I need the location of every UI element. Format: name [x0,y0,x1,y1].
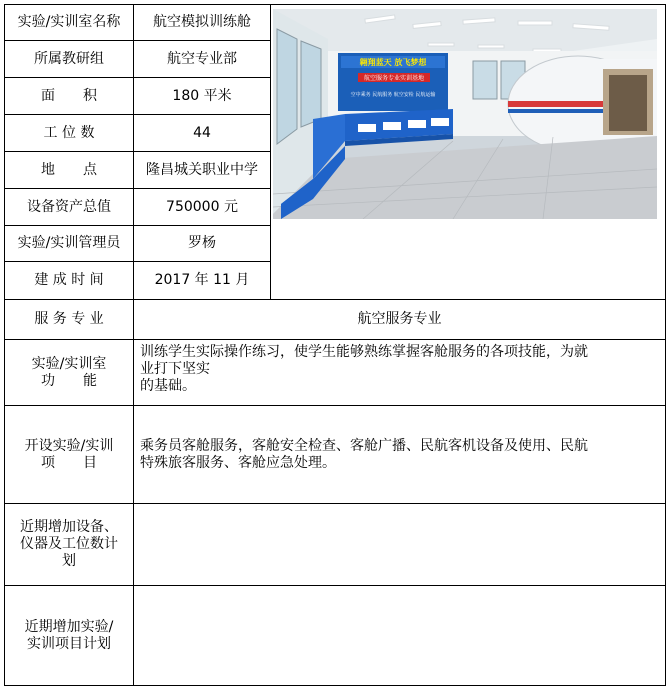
label-function-line2: 功 能 [41,372,97,389]
label-projects [5,406,134,504]
label-function-line1: 实验/实训室 [31,355,107,372]
value-project-plan [134,586,666,686]
banner-caption: 空中乘务 民航服务 航空安检 民航运输 [350,92,436,98]
banner-title: 翱翔蓝天 放飞梦想 [359,58,427,67]
value-assets: 750000 元 [134,189,271,226]
value-department: 航空专业部 [134,41,271,78]
banner-subtitle: 航空服务专业实训基地 [363,75,425,82]
label-projects-line2: 项 目 [41,454,97,471]
label-equipment-plan-line2: 仪器及工位数计 [20,536,118,552]
function-text-line1: 训练学生实际操作练习，使学生能够熟练掌握客舱服务的各项技能，为就 [140,344,588,360]
function-text-line2: 业打下坚实 [140,361,210,377]
projects-text-line1: 乘务员客舱服务，客舱安全检查、客舱广播、民航客机设备及使用、民航 [140,437,588,454]
row-lab-name [5,5,666,41]
label-function [5,340,134,406]
value-lab-name: 航空模拟训练舱 [134,5,271,41]
value-major: 航空服务专业 [134,300,666,340]
lab-info-sheet [4,4,665,690]
value-manager: 罗杨 [134,226,271,262]
row-major [5,300,666,340]
label-location: 地 点 [5,152,134,189]
label-manager: 实验/实训管理员 [5,226,134,262]
value-equipment-plan [134,504,666,586]
label-assets: 设备资产总值 [5,189,134,226]
label-lab-name: 实验/实训室名称 [5,5,134,41]
lab-photo-illustration [273,9,657,219]
label-project-plan-line2: 实训项目计划 [27,635,111,652]
lab-photo-cell [271,5,666,300]
lab-photo [273,9,657,219]
label-project-plan [5,586,134,686]
label-stations: 工 位 数 [5,115,134,152]
row-projects [5,406,666,504]
label-equipment-plan-line3: 划 [62,553,76,569]
label-equipment-plan-line1: 近期增加设备、 [20,519,118,535]
label-projects-line1: 开设实验/实训 [24,437,114,454]
value-projects [134,406,666,504]
row-project-plan [5,586,666,686]
value-function [134,340,666,406]
label-project-plan-line1: 近期增加实验/ [24,618,114,635]
label-department: 所属教研组 [5,41,134,78]
projects-text-line2: 特殊旅客服务、客舱应急处理。 [140,454,336,471]
value-stations: 44 [134,115,271,152]
label-area: 面 积 [5,78,134,115]
label-built: 建 成 时 间 [5,262,134,300]
function-text-line3: 的基础。 [140,378,196,394]
value-area: 180 平米 [134,78,271,115]
label-equipment-plan [5,504,134,586]
label-major: 服 务 专 业 [5,300,134,340]
row-function [5,340,666,406]
value-location: 隆昌城关职业中学 [134,152,271,189]
value-built: 2017 年 11 月 [134,262,271,300]
lab-info-table [4,4,666,686]
row-equipment-plan [5,504,666,586]
